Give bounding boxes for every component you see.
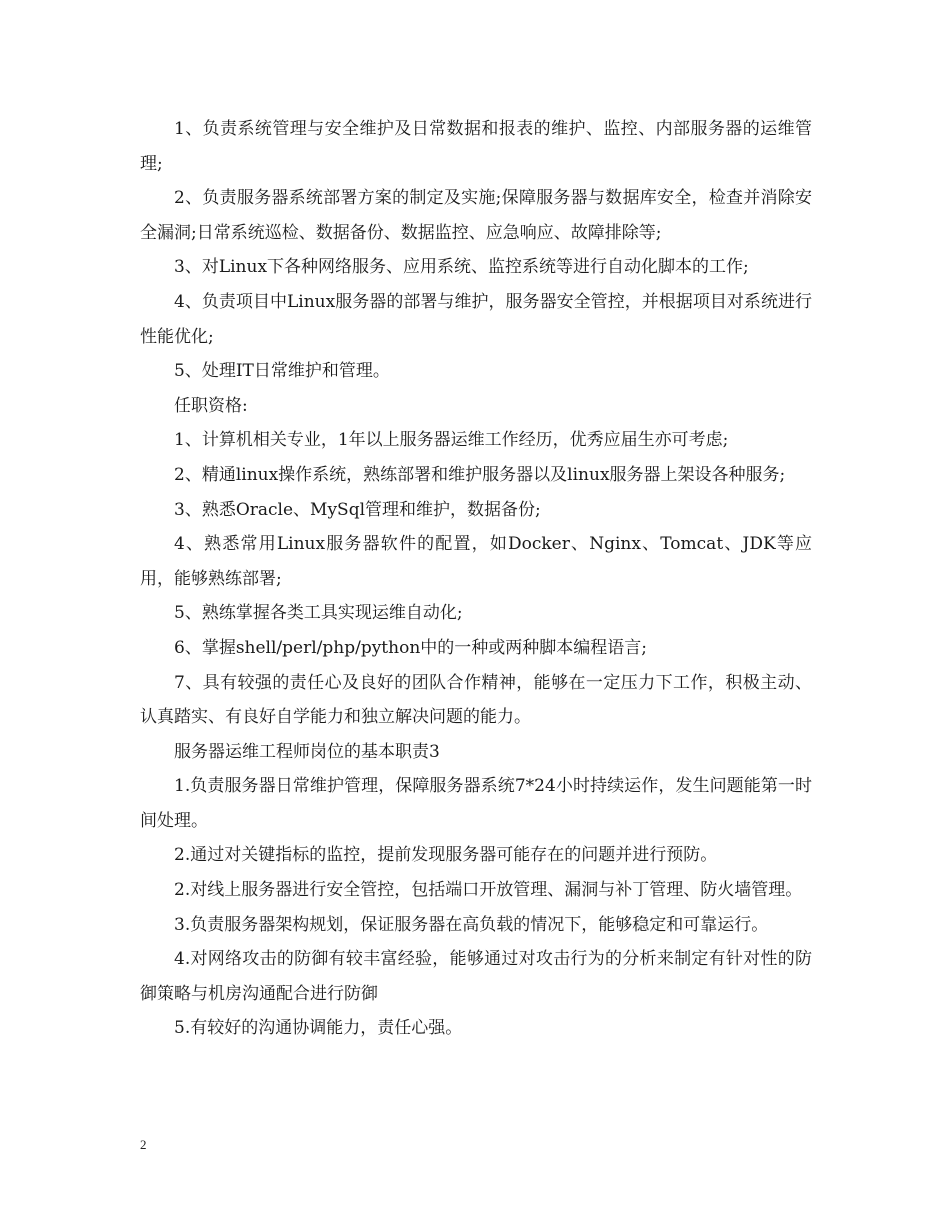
paragraph: 2.对线上服务器进行安全管控，包括端口开放管理、漏洞与补丁管理、防火墙管理。 [174, 880, 803, 901]
paragraph: 2.通过对关键指标的监控，提前发现服务器可能存在的问题并进行预防。 [174, 845, 718, 866]
paragraph: 1.负责服务器日常维护管理，保障服务器系统7*24小时持续运作，发生问题能第一时间处理。 [140, 776, 812, 831]
paragraph: 1、负责系统管理与安全维护及日常数据和报表的维护、监控、内部服务器的运维管理; [140, 119, 812, 174]
paragraph: 4.对网络攻击的防御有较丰富经验，能够通过对攻击行为的分析来制定有针对性的防御策略与机房沟通配合进行防御 [140, 949, 812, 1004]
paragraph: 4、熟悉常用Linux服务器软件的配置，如Docker、Nginx、Tomcat、JDK等应用，能够熟练部署; [140, 534, 812, 589]
paragraph: 2、负责服务器系统部署方案的制定及实施;保障服务器与数据库安全，检查并消除安全漏洞;日常系统巡检、数据备份、数据监控、应急响应、故障排除等; [140, 188, 812, 243]
paragraph: 5、熟练掌握各类工具实现运维自动化; [174, 603, 463, 624]
paragraph: 1、计算机相关专业，1年以上服务器运维工作经历，优秀应届生亦可考虑; [174, 430, 729, 451]
section-heading: 服务器运维工程师岗位的基本职责3 [174, 741, 440, 762]
paragraph: 6、掌握shell/perl/php/python中的一种或两种脚本编程语言; [174, 637, 648, 658]
paragraph: 3、对Linux下各种网络服务、应用系统、监控系统等进行自动化脚本的工作; [174, 257, 749, 278]
paragraph: 5.有较好的沟通协调能力，责任心强。 [174, 1018, 463, 1039]
paragraph: 2、精通linux操作系统，熟练部署和维护服务器以及linux服务器上架设各种服务; [174, 464, 786, 485]
page-number: 2 [140, 1137, 147, 1152]
paragraph: 4、负责项目中Linux服务器的部署与维护，服务器安全管控，并根据项目对系统进行性能优化; [140, 291, 812, 347]
section-heading: 任职资格: [174, 395, 248, 416]
paragraph: 3、熟悉Oracle、MySql管理和维护，数据备份; [174, 499, 541, 520]
paragraph: 3.负责服务器架构规划，保证服务器在高负载的情况下，能够稳定和可靠运行。 [174, 914, 769, 935]
paragraph: 7、具有较强的责任心及良好的团队合作精神，能够在一定压力下工作，积极主动、认真踏实、有良好自学能力和独立解决问题的能力。 [140, 672, 812, 728]
document-body [140, 112, 812, 1046]
paragraph: 5、处理IT日常维护和管理。 [174, 361, 390, 382]
